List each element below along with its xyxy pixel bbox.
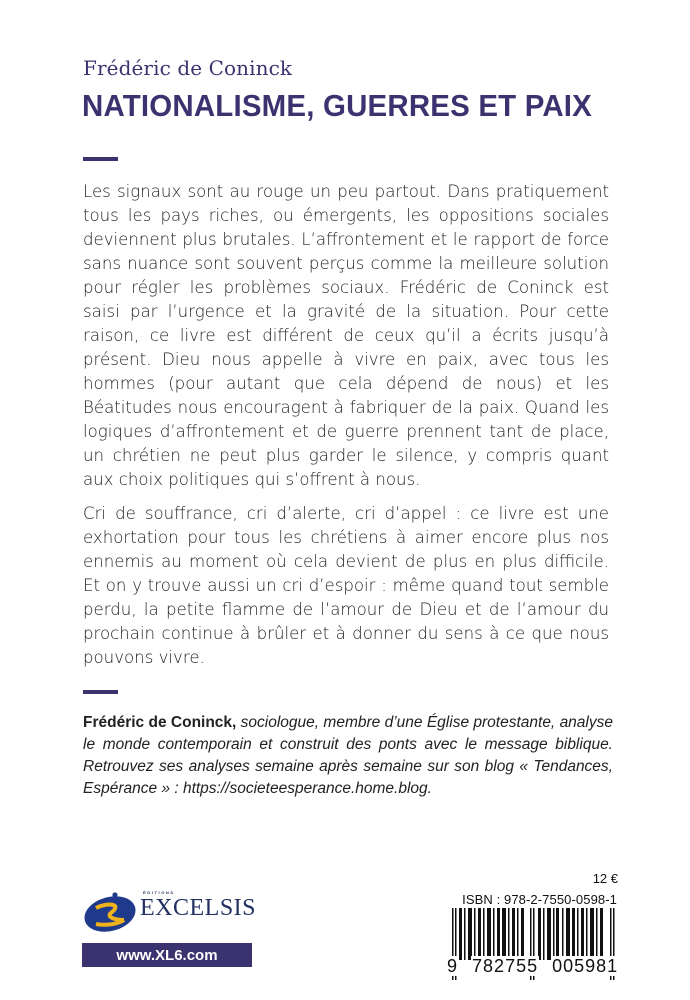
publisher-website: www.XL6.com [82, 943, 252, 967]
title-divider [83, 157, 118, 161]
barcode-digits [446, 956, 626, 977]
blurb [83, 180, 609, 680]
publisher-name: EXCELSIS [140, 895, 257, 921]
author-name: Frédéric de Coninck [83, 56, 293, 80]
price: 12 € [592, 871, 618, 886]
publisher-label: ÉDITIONS [143, 890, 175, 895]
bio-text: sociologue, membre d’une Église protestante, analyse le monde contemporain et construit des ponts avec le message biblique. Retrouvez ses analyses semaine après semaine sur son blog « Tendances, Espérance » : https://societeesperance.home.blog. [83, 714, 613, 797]
barcode-digit-prefix: 9 [447, 956, 459, 976]
barcode-digit-group-right: 005981 [552, 956, 619, 976]
bio-name: Frédéric de Coninck, [83, 714, 237, 731]
publisher-logo [80, 885, 255, 970]
blurb-paragraph: Cri de souffrance, cri d’alerte, cri d’appel : ce livre est une exhortation pour tous les chrétiens à aimer encore plus nos ennemis au moment où cela devient de plus en plus difficile. Et on y trouve aussi un cri d’espoir : même quand tout semble perdu, la petite flamme de l’amour de Dieu et de l’amour du prochain continue à brûler et à donner du sens à ce que nous pouvons vivre. [83, 504, 609, 667]
isbn: ISBN : 978-2-7550-0598-1 [462, 892, 617, 907]
author-bio [83, 712, 613, 800]
blurb-paragraph: Les signaux sont au rouge un peu partout. Dans pratiquement tous les pays riches, ou émergents, les oppositions sociales deviennent plus brutales. L’affrontement et le rapport de force sans nuance sont souvent perçus comme la meilleure solution pour régler les problèmes sociaux. Frédéric de Coninck est saisi par l’urgence et la gravité de la situation. Pour cette raison, ce livre est différent de ceux qu’il a écrits jusqu’à présent. Dieu nous appelle à vivre en paix, avec tous les hommes (pour autant que cela dépend de nous) et les Béatitudes nous encouragent à fabriquer de la paix. Quand les logiques d’affrontement et de guerre prennent tant de place, un chrétien ne peut plus garder le silence, y compris quant aux choix politiques qui s’offrent à nous. [83, 182, 609, 489]
book-title: NATIONALISME, GUERRES ET PAIX [82, 88, 593, 123]
bio-divider [83, 690, 118, 694]
excelsis-emblem-icon [82, 890, 138, 934]
barcode-digit-group-left: 782755 [472, 956, 539, 976]
